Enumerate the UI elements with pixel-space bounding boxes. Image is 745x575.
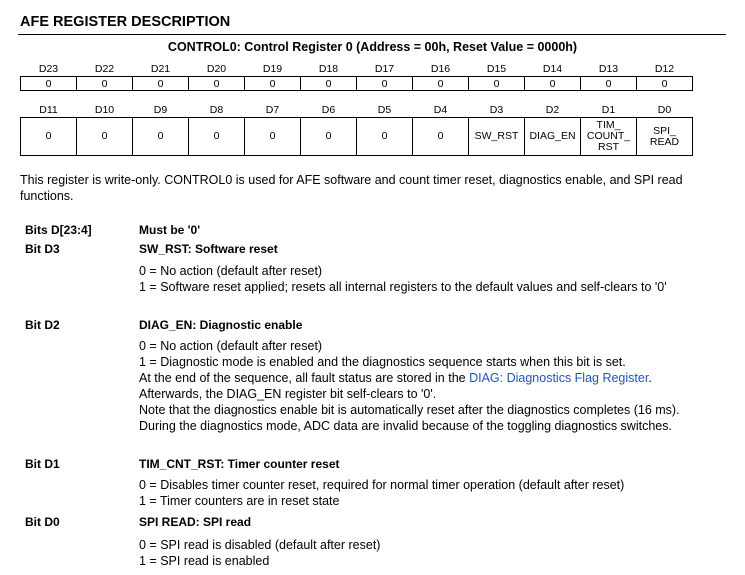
- field-label: Bit D1: [25, 457, 60, 471]
- register-title: CONTROL0: Control Register 0 (Address = 00h, Reset Value = 0000h): [167, 40, 578, 54]
- desc-line: 0 = No action (default after reset): [139, 339, 323, 353]
- bit-label: D7: [265, 104, 280, 116]
- field-d3-desc: [139, 263, 694, 295]
- bit-label: D17: [374, 63, 395, 75]
- bit-value-spi-read: SPI_ READ: [637, 118, 693, 156]
- desc-text: At the end of the sequence, all fault status are stored in the: [139, 371, 470, 385]
- bit-label: D22: [94, 63, 115, 75]
- bit-value: 0: [525, 77, 581, 91]
- bit-label: D12: [654, 63, 675, 75]
- bit-value: 0: [413, 77, 469, 91]
- desc-line: 1 = Software reset applied; resets all internal registers to the default values and self-clears to '0': [139, 280, 667, 294]
- bit-value: 0: [245, 77, 301, 91]
- bit-value: 0: [189, 118, 245, 156]
- bit-label: D2: [545, 104, 560, 116]
- desc-line: 1 = SPI read is enabled: [139, 554, 270, 568]
- section-title: AFE REGISTER DESCRIPTION: [20, 14, 231, 30]
- bit-label: D4: [433, 104, 448, 116]
- field-label: Bit D3: [25, 242, 60, 256]
- field-label: Bit D0: [25, 515, 60, 529]
- bit-value-diag-en: DIAG_EN: [525, 118, 581, 156]
- bit-label: D13: [598, 63, 619, 75]
- desc-line: 1 = Timer counters are in reset state: [139, 494, 340, 508]
- bit-label: D5: [377, 104, 392, 116]
- field-title: SPI READ: SPI read: [139, 515, 252, 529]
- bit-value: 0: [357, 77, 413, 91]
- bit-value: 0: [581, 77, 637, 91]
- bit-label: D14: [542, 63, 563, 75]
- bit-value: 0: [189, 77, 245, 91]
- bit-label: D9: [153, 104, 168, 116]
- bit-label: D16: [430, 63, 451, 75]
- field-title: SW_RST: Software reset: [139, 242, 278, 256]
- bit-label: D6: [321, 104, 336, 116]
- bit-label: D15: [486, 63, 507, 75]
- desc-line: 0 = Disables timer counter reset, required for normal timer operation (default after reset): [139, 478, 625, 492]
- field-title: TIM_CNT_RST: Timer counter reset: [139, 457, 340, 471]
- bit-value: 0: [245, 118, 301, 156]
- diag-flag-register-link[interactable]: DIAG: Diagnostics Flag Register: [469, 371, 649, 385]
- bit-value: 0: [637, 77, 693, 91]
- bit-value: 0: [21, 77, 77, 91]
- title-rule: [18, 34, 726, 35]
- bit-label: D18: [318, 63, 339, 75]
- bit-value-sw-rst: SW_RST: [469, 118, 525, 156]
- field-d1-desc: [139, 477, 694, 509]
- desc-line: 0 = No action (default after reset): [139, 264, 323, 278]
- register-table-upper: [20, 59, 693, 91]
- bit-label: D0: [657, 104, 672, 116]
- bit-value: 0: [77, 118, 133, 156]
- bit-value: 0: [357, 118, 413, 156]
- desc-line: Note that the diagnostics enable bit is automatically reset after the diagnostics completes (16 ms). During the diagnostics mode, ADC data are invalid because of the toggling diagnostics switches.: [139, 403, 680, 433]
- bit-value: 0: [469, 77, 525, 91]
- bit-label: D11: [39, 104, 58, 116]
- bit-value-tim-count-rst: TIM_ COUNT_ RST: [581, 118, 637, 156]
- bit-value: 0: [133, 77, 189, 91]
- bit-label: D1: [601, 104, 616, 116]
- desc-line: [139, 370, 694, 402]
- bit-value: 0: [413, 118, 469, 156]
- bit-value: 0: [301, 77, 357, 91]
- bit-value: 0: [301, 118, 357, 156]
- desc-line: 1 = Diagnostic mode is enabled and the diagnostics sequence starts when this bit is set.: [139, 355, 626, 369]
- desc-line: 0 = SPI read is disabled (default after reset): [139, 538, 381, 552]
- field-label: Bit D2: [25, 318, 60, 332]
- bit-value: 0: [21, 118, 77, 156]
- bit-label: D3: [489, 104, 504, 116]
- register-intro: This register is write-only. CONTROL0 is used for AFE software and count timer reset, diagnostics enable, and SPI read functions.: [20, 173, 683, 203]
- field-label: Bits D[23:4]: [25, 223, 92, 237]
- field-d2-desc: [139, 338, 694, 434]
- bit-label: D19: [262, 63, 283, 75]
- desc-text: . Afterwards, the DIAG_EN register bit self-clears to '0'.: [139, 371, 652, 401]
- bit-value: 0: [77, 77, 133, 91]
- bit-label: D23: [38, 63, 59, 75]
- bit-value: 0: [133, 118, 189, 156]
- field-title: DIAG_EN: Diagnostic enable: [139, 318, 303, 332]
- bit-label: D21: [150, 63, 171, 75]
- bit-label: D10: [94, 104, 115, 116]
- field-title: Must be '0': [139, 223, 201, 237]
- field-d0-desc: [139, 537, 694, 569]
- bit-label: D20: [206, 63, 227, 75]
- bit-label: D8: [209, 104, 224, 116]
- register-table-lower: [20, 100, 693, 156]
